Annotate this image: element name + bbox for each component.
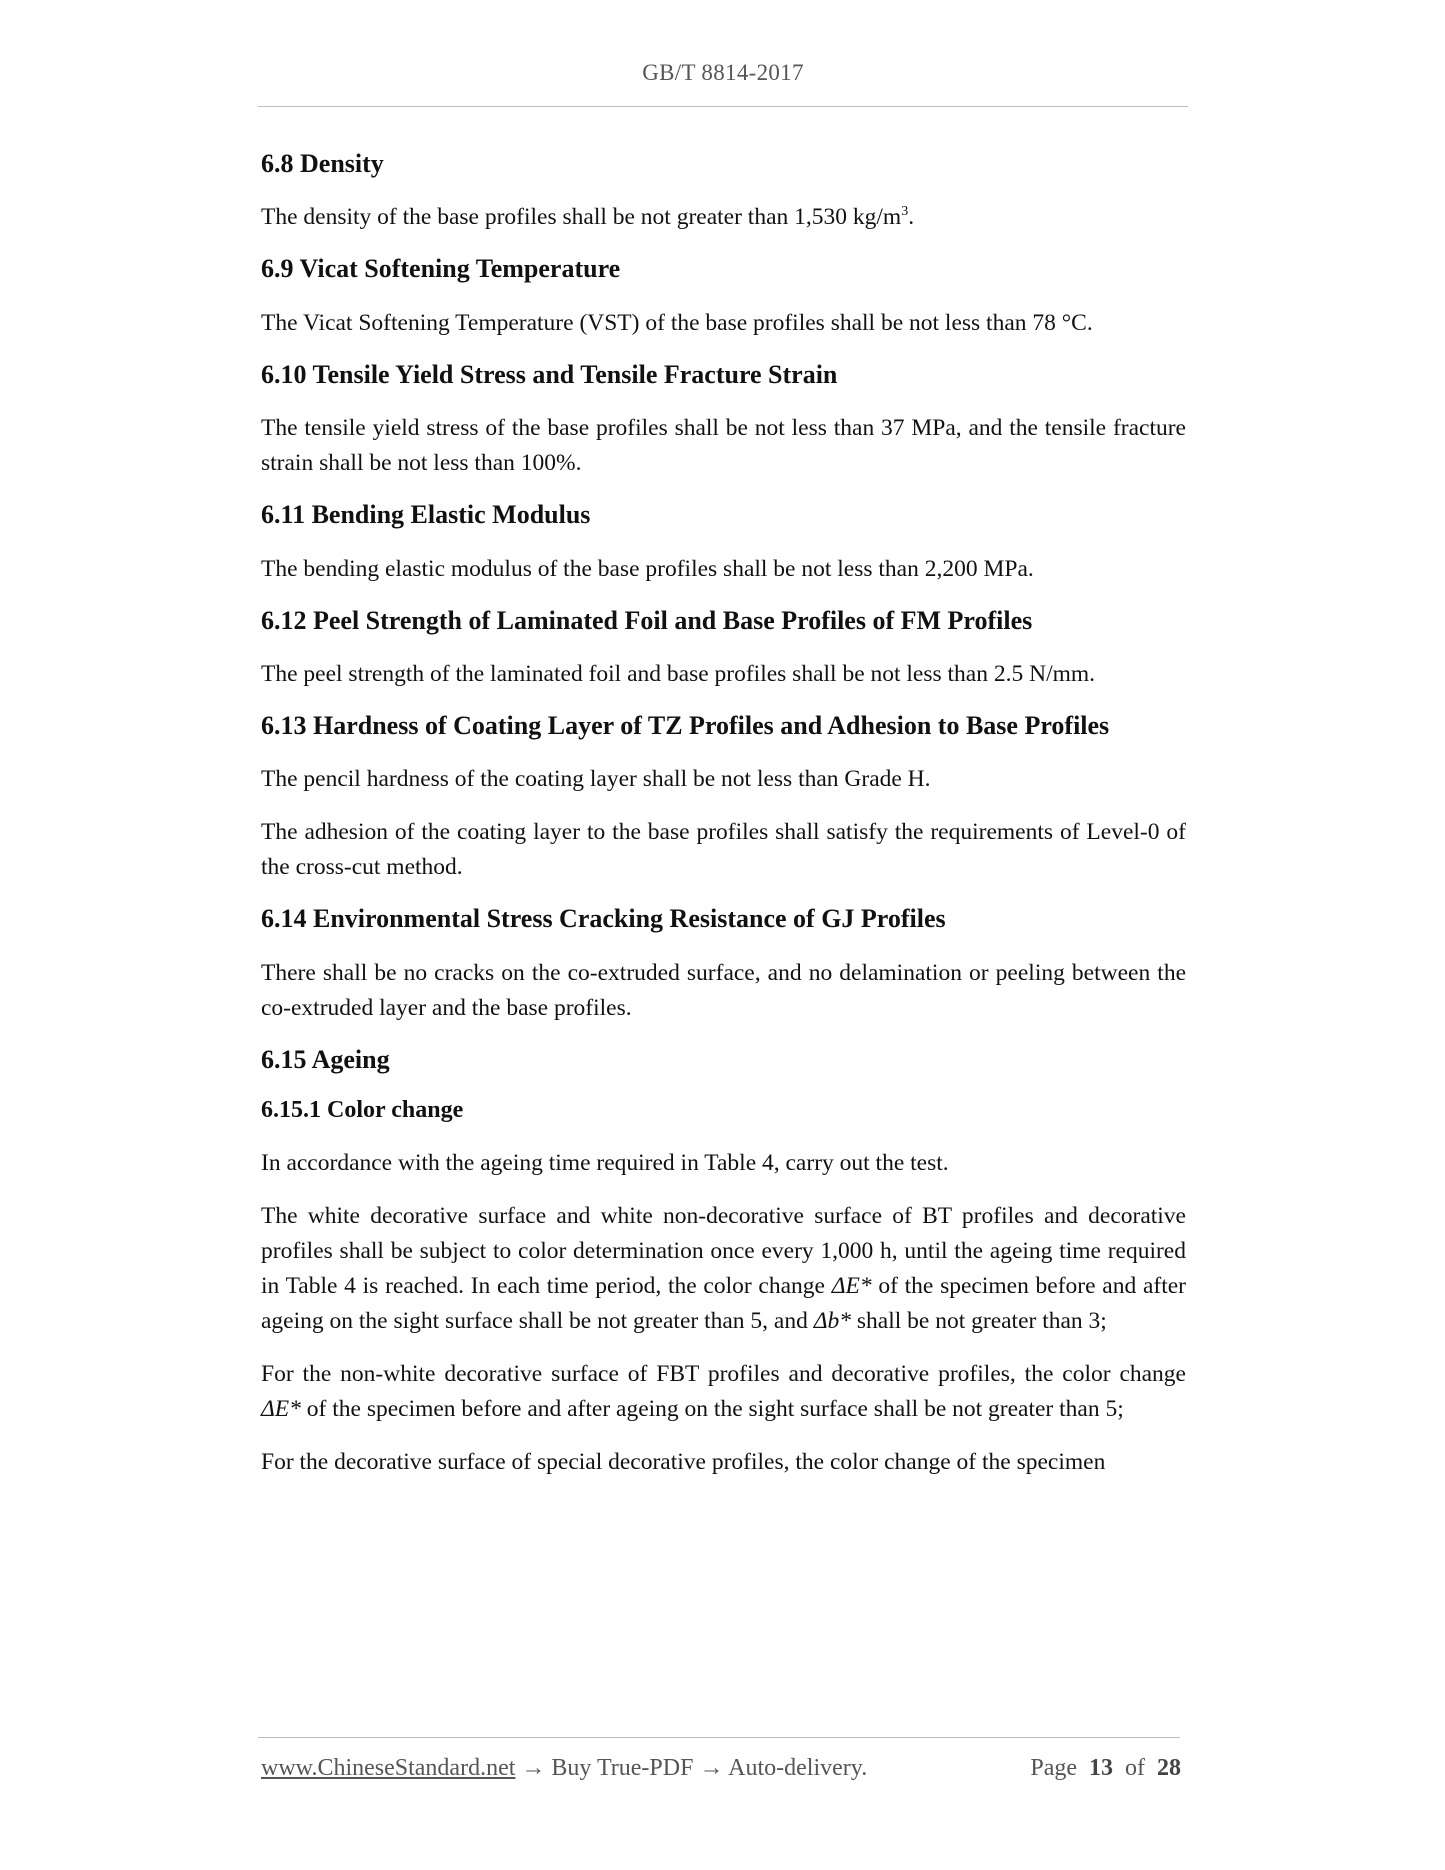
page-indicator	[1030, 1755, 1181, 1782]
paragraph-6-12: The peel strength of the laminated foil and base profiles shall be not less than 2.5 N/mm.	[261, 660, 1096, 687]
page-total: 28	[1157, 1755, 1181, 1781]
paragraph-6-15-1-white	[261, 1199, 1186, 1339]
buy-text: Buy True-PDF	[551, 1755, 694, 1781]
paragraph-6-8	[261, 200, 1186, 235]
density-end: .	[908, 204, 915, 231]
page-label: Page	[1030, 1755, 1077, 1781]
paragraph-6-15-1-nonwhite	[261, 1357, 1186, 1427]
paragraph-6-15-1-special: For the decorative surface of special decorative profiles, the color change of the specimen	[261, 1448, 1106, 1475]
heading-6-13: 6.13 Hardness of Coating Layer of TZ Profiles and Adhesion to Base Profiles	[261, 710, 1110, 740]
delivery-text: Auto-delivery.	[728, 1755, 868, 1781]
white-text-c: shall be not greater than 3;	[851, 1307, 1107, 1334]
nonwhite-text-b: of the specimen before and after ageing on the sight surface shall be not greater than 5;	[300, 1395, 1124, 1422]
delta-b-symbol: Δb*	[813, 1307, 852, 1334]
white-text-a: The white decorative surface and white non-decorative surface of BT profiles and decorative profiles shall be subject to color determination once every 1,000 h, until the ageing time required in Table 4 is reached. In each time period, the color change	[261, 1202, 1186, 1299]
document-body	[261, 128, 1186, 1480]
footer-divider	[258, 1737, 1180, 1738]
heading-6-8: 6.8 Density	[261, 149, 384, 178]
paragraph-6-10: The tensile yield stress of the base profiles shall be not less than 37 MPa, and the tensile fracture strain shall be not less than 100%.	[261, 415, 1186, 477]
heading-6-15-1: 6.15.1 Color change	[261, 1097, 464, 1124]
white-text-b: of the specimen before and after ageing on the sight surface shall be not greater than 5, and	[261, 1272, 1187, 1334]
heading-6-11: 6.11 Bending Elastic Modulus	[261, 500, 591, 530]
density-text: The density of the base profiles shall be not greater than 1,530 kg/m	[261, 204, 902, 231]
heading-6-15: 6.15 Ageing	[261, 1044, 390, 1074]
paragraph-6-13-hardness: The pencil hardness of the coating layer shall be not less than Grade H.	[261, 766, 931, 793]
paragraph-6-15-1-test: In accordance with the ageing time required in Table 4, carry out the test.	[261, 1149, 949, 1176]
paragraph-6-11: The bending elastic modulus of the base profiles shall be not less than 2,200 MPa.	[261, 555, 1034, 582]
footer-promo	[261, 1755, 867, 1782]
paragraph-6-14: There shall be no cracks on the co-extruded surface, and no delamination or peeling between the co-extruded layer and the base profiles.	[261, 959, 1186, 1021]
arrow-right-icon: →	[515, 1755, 552, 1781]
header-divider	[258, 106, 1188, 107]
website-link[interactable]: www.ChineseStandard.net	[261, 1755, 516, 1781]
heading-6-14: 6.14 Environmental Stress Cracking Resistance of GJ Profiles	[261, 904, 946, 934]
arrow-right-icon-2: →	[693, 1755, 729, 1781]
heading-6-9: 6.9 Vicat Softening Temperature	[261, 254, 621, 284]
of-label: of	[1125, 1755, 1145, 1781]
delta-e-symbol-2: ΔE*	[261, 1395, 301, 1422]
delta-e-symbol: ΔE*	[831, 1272, 872, 1299]
superscript-3: 3	[901, 204, 909, 220]
heading-6-12: 6.12 Peel Strength of Laminated Foil and Base Profiles of FM Profiles	[261, 605, 1033, 635]
paragraph-6-13-adhesion: The adhesion of the coating layer to the base profiles shall satisfy the requirements of Level-0 of the cross-cut method.	[261, 819, 1186, 881]
page-number: 13	[1089, 1755, 1113, 1781]
nonwhite-text-a: For the non-white decorative surface of FBT profiles and decorative profiles, the color change	[261, 1360, 1186, 1387]
heading-6-10: 6.10 Tensile Yield Stress and Tensile Fracture Strain	[261, 359, 838, 389]
header-title: GB/T 8814-2017	[642, 60, 804, 85]
paragraph-6-9: The Vicat Softening Temperature (VST) of the base profiles shall be not less than 78 °C.	[261, 309, 1093, 336]
